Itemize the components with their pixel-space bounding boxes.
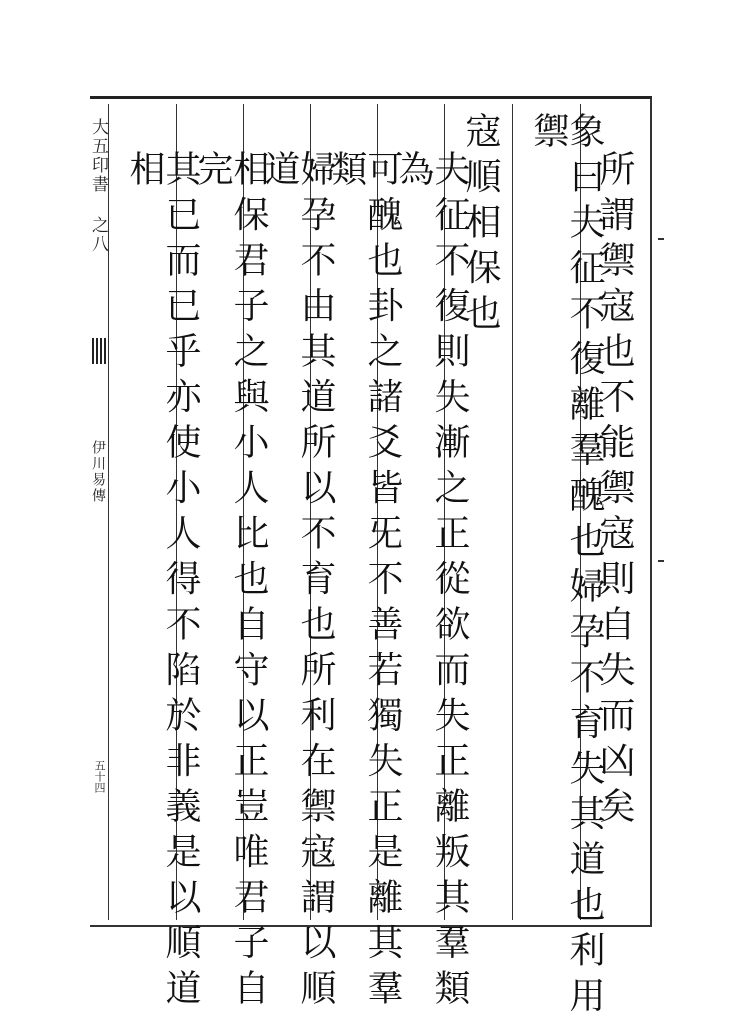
text-column-2: 象曰夫征不復離羣醜也婦孕不育失其道也利用禦 [528,112,605,1022]
text-column-5: 可醜也卦之諸爻皆旡不善若獨失正是離其羣類 [326,150,403,1015]
text-column-8: 其已而已乎亦使小人得不陷於非義是以順道相 [124,150,201,1015]
edge-mark [658,238,664,240]
book-title: 伊川易傳 [90,440,106,504]
text-column-7: 相保君子之與小人比也自守以正豈唯君子自完 [192,150,269,1015]
text-column-6: 婦孕不由其道所以不育也所利在禦寇謂以順道 [259,150,336,1015]
text-column-1: 所謂禦寇也不能禦寇則自失而凶矣 [594,150,635,833]
text-column-4: 夫征不復則失漸之正從欲而失正離叛其羣類為 [393,150,470,1015]
page-number: 五十四 [93,760,106,793]
text-column-3: 寇順相保也 [460,112,501,340]
fish-tail-mark [92,338,108,364]
column-rule [512,104,513,920]
edge-mark [658,560,664,562]
margin-top-text: 大五印書 之八 [88,118,108,254]
